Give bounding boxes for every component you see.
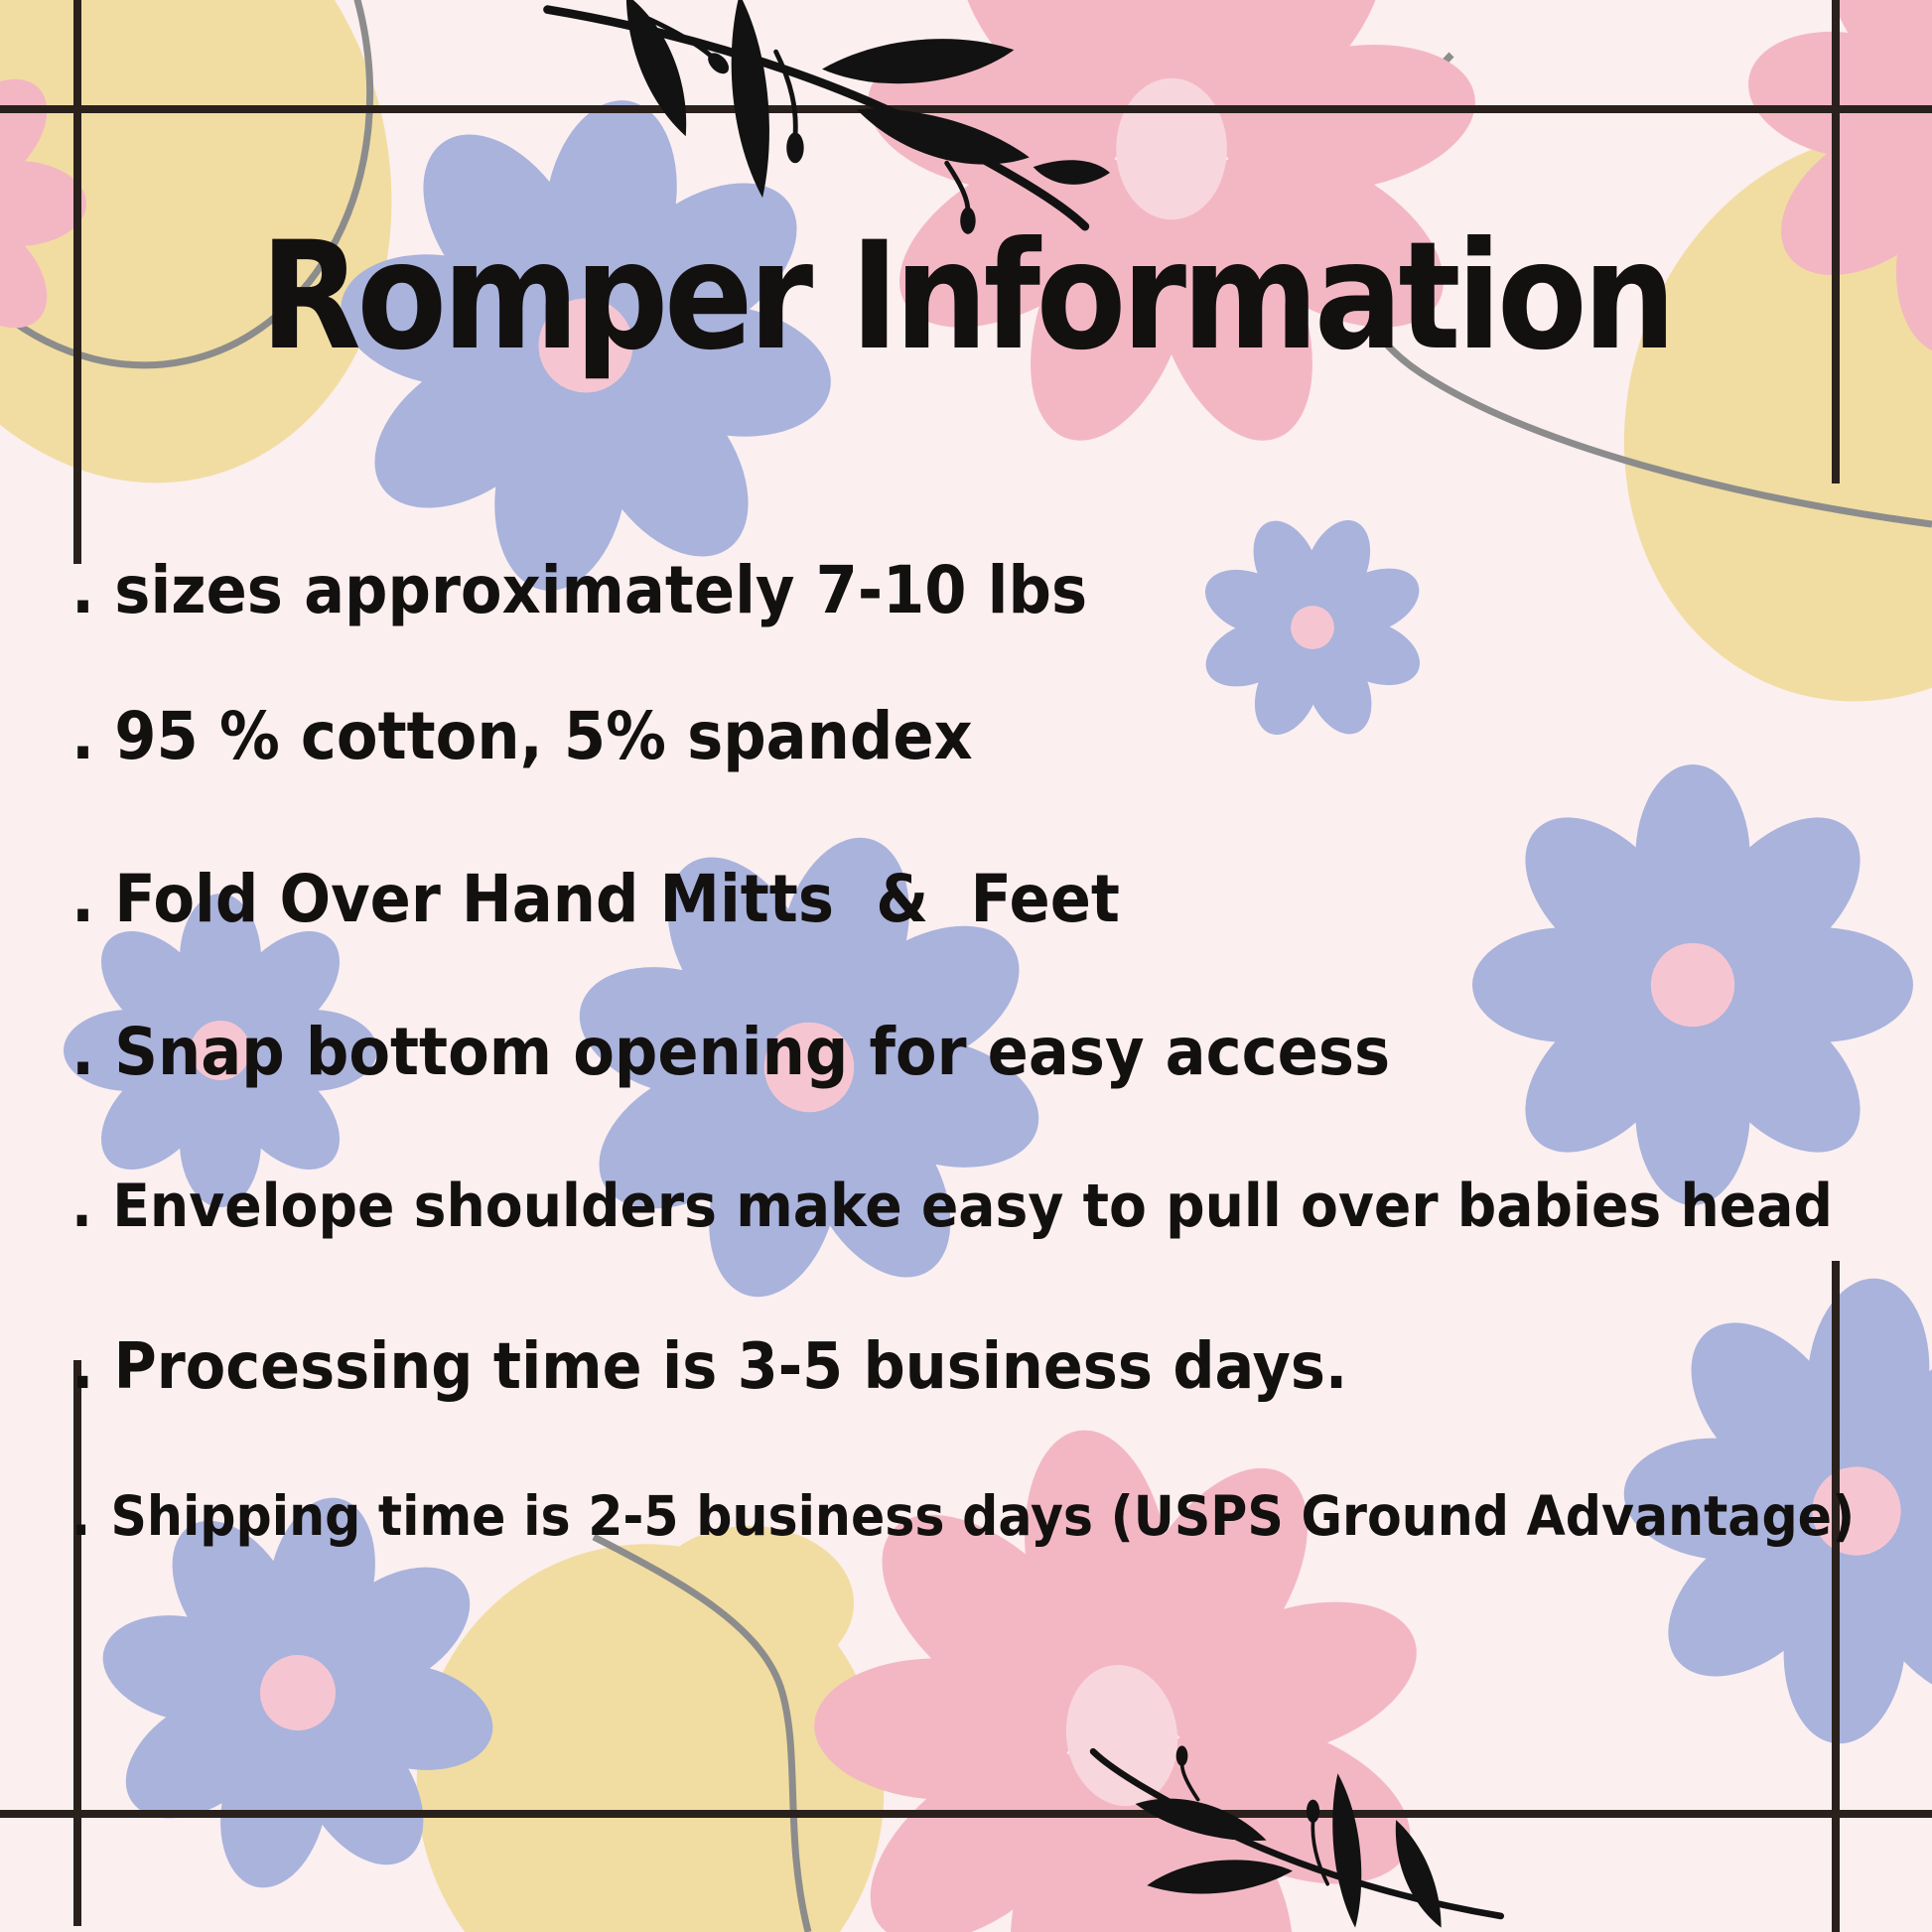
info-line bbox=[71, 552, 1088, 628]
bullet-dot: . bbox=[71, 861, 95, 937]
info-line bbox=[71, 1486, 1855, 1547]
info-line-text: Envelope shoulders make easy to pull over babies head bbox=[112, 1172, 1833, 1241]
page-title: Romper Information bbox=[260, 210, 1672, 383]
info-line bbox=[71, 698, 973, 774]
info-line bbox=[71, 1173, 1833, 1239]
info-line-text: Processing time is 3-5 business days. bbox=[113, 1330, 1348, 1404]
info-line-text: Fold Over Hand Mitts & Feet bbox=[114, 861, 1120, 937]
bullet-dot: . bbox=[71, 1484, 91, 1548]
bullet-dot: . bbox=[71, 552, 95, 628]
bullet-dot: . bbox=[71, 698, 95, 774]
info-line bbox=[71, 861, 1120, 937]
info-line bbox=[71, 1332, 1347, 1402]
bullet-dot: . bbox=[71, 1014, 95, 1090]
info-line bbox=[71, 1014, 1391, 1090]
bullet-dot: . bbox=[71, 1172, 92, 1241]
info-line-text: 95 % cotton, 5% spandex bbox=[114, 698, 973, 774]
info-line-text: Snap bottom opening for easy access bbox=[114, 1014, 1391, 1090]
info-line-text: sizes approximately 7-10 lbs bbox=[114, 552, 1088, 628]
bullet-dot: . bbox=[71, 1330, 94, 1404]
info-line-text: Shipping time is 2-5 business days (USPS Ground Advantage) bbox=[110, 1484, 1856, 1548]
